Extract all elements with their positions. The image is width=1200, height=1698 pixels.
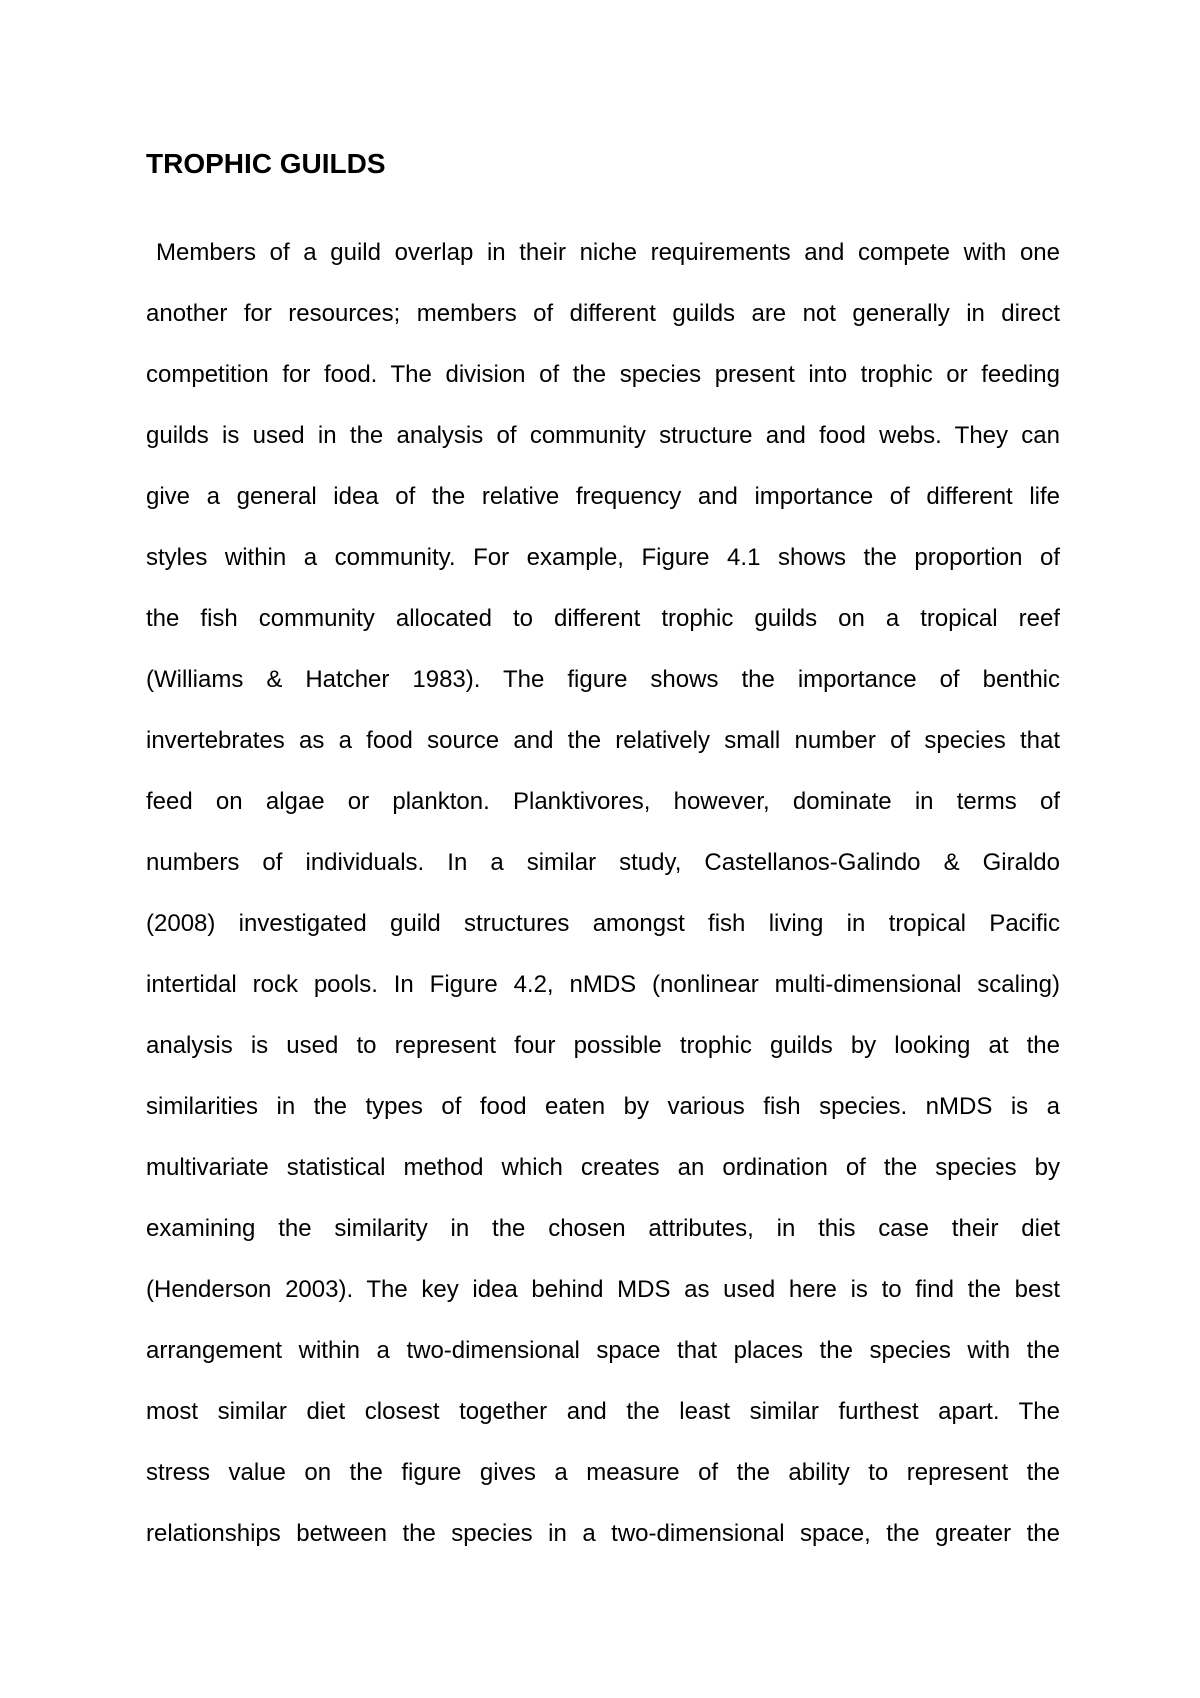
paragraph-line-8: (Williams & Hatcher 1983). The figure shows the importance of benthic — [146, 666, 1060, 693]
paragraph-line-19: arrangement within a two-dimensional space that places the species with the — [146, 1337, 1060, 1364]
paragraph-line-9: invertebrates as a food source and the relatively small number of species that — [146, 727, 1060, 754]
paragraph-line-16: multivariate statistical method which creates an ordination of the species by — [146, 1154, 1060, 1181]
paragraph-line-3: competition for food. The division of the species present into trophic or feeding — [146, 361, 1060, 388]
paragraph-line-22: relationships between the species in a two-dimensional space, the greater the — [146, 1520, 1060, 1547]
paragraph-line-2: another for resources; members of different guilds are not generally in direct — [146, 300, 1060, 327]
paragraph-line-4: guilds is used in the analysis of community structure and food webs. They can — [146, 422, 1060, 449]
paragraph-line-14: analysis is used to represent four possible trophic guilds by looking at the — [146, 1032, 1060, 1059]
paragraph-line-20: most similar diet closest together and the least similar furthest apart. The — [146, 1398, 1060, 1425]
paragraph-line-17: examining the similarity in the chosen attributes, in this case their diet — [146, 1215, 1060, 1242]
paragraph-line-21: stress value on the figure gives a measure of the ability to represent the — [146, 1459, 1060, 1486]
paragraph-line-7: the fish community allocated to different trophic guilds on a tropical reef — [146, 605, 1060, 632]
paragraph-line-1: Members of a guild overlap in their niche requirements and compete with one — [156, 239, 1060, 266]
paragraph-line-11: numbers of individuals. In a similar study, Castellanos-Galindo & Giraldo — [146, 849, 1060, 876]
paragraph-line-13: intertidal rock pools. In Figure 4.2, nMDS (nonlinear multi-dimensional scaling) — [146, 971, 1060, 998]
paragraph-line-5: give a general idea of the relative frequency and importance of different life — [146, 483, 1060, 510]
paragraph-line-10: feed on algae or plankton. Planktivores, however, dominate in terms of — [146, 788, 1060, 815]
document-heading: TROPHIC GUILDS — [146, 148, 386, 179]
paragraph-line-15: similarities in the types of food eaten by various fish species. nMDS is a — [146, 1093, 1060, 1120]
paragraph-line-6: styles within a community. For example, Figure 4.1 shows the proportion of — [146, 544, 1060, 571]
paragraph-line-12: (2008) investigated guild structures amongst fish living in tropical Pacific — [146, 910, 1060, 937]
paragraph-line-18: (Henderson 2003). The key idea behind MDS as used here is to find the best — [146, 1276, 1060, 1303]
